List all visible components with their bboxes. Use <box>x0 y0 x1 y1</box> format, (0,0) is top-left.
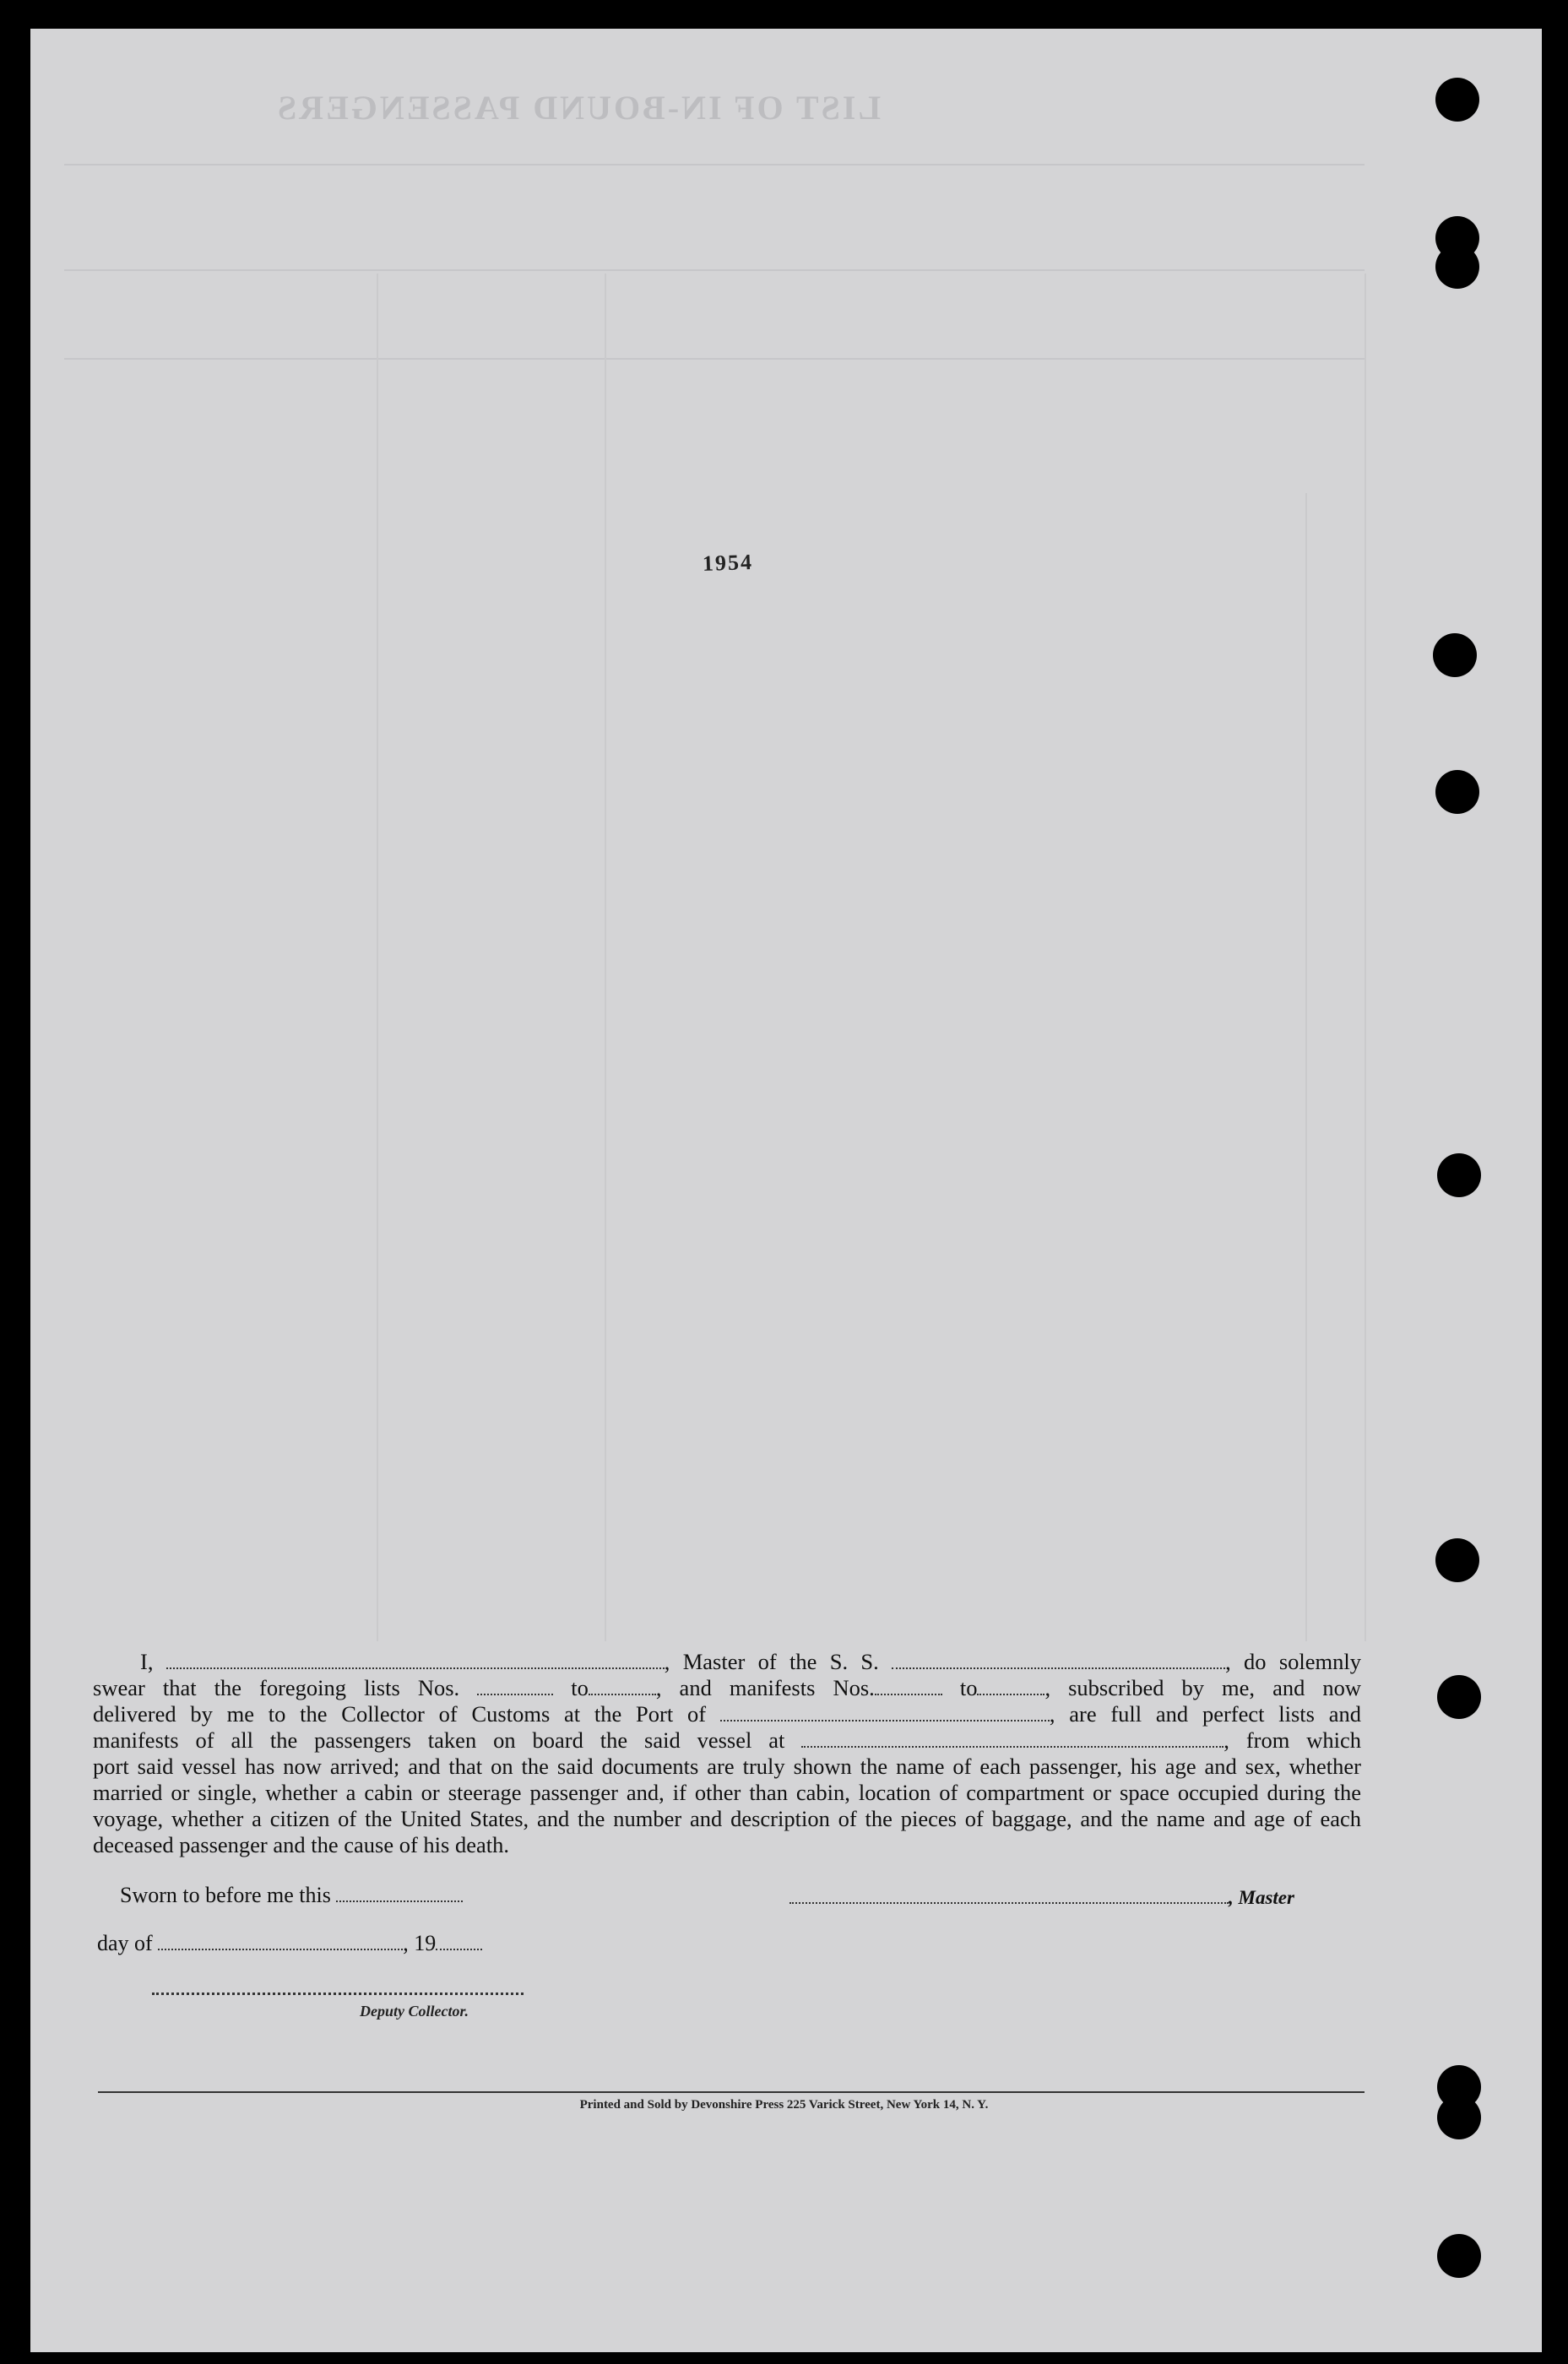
punch-hole <box>1435 245 1479 289</box>
manifests-from-blank[interactable] <box>875 1677 942 1695</box>
master-name-blank[interactable] <box>166 1651 665 1669</box>
deputy-signature-line[interactable] <box>152 1993 524 1995</box>
oath-line-2: swear that the foregoing lists Nos. to , and manifests Nos. to , subscribed by me, and now <box>93 1675 1362 1700</box>
footer-rule <box>98 2091 1365 2093</box>
master-signature-blank[interactable] <box>789 1885 1229 1904</box>
faded-column-line <box>1365 274 1366 1641</box>
manifests-to-blank[interactable] <box>977 1677 1044 1695</box>
master-signature-row: , Master <box>789 1884 1294 1910</box>
oath-line-4: manifests of all the passengers taken on board the said vessel at , from which <box>93 1727 1361 1753</box>
punch-hole <box>1437 2234 1481 2278</box>
faded-header-rule <box>64 358 1365 360</box>
printer-imprint: Printed and Sold by Devonshire Press 225 Varick Street, New York 14, N. Y. <box>579 2098 989 2112</box>
oath-body: port said vessel has now arrived; and that on the said documents are truly shown the name of each passenger, his age and sex, whether married or single, whether a cabin or steerage passenger and, if other than cabin, location of compartment or space occupied during the voyage, whether a citizen of the United States, and the number and description of the pieces of baggage, and the name and age of each deceased passenger and the cause of his death. <box>93 1754 1361 1857</box>
lists-to-blank[interactable] <box>589 1677 656 1695</box>
lists-from-blank[interactable] <box>477 1677 553 1695</box>
deputy-collector-label: Deputy Collector. <box>360 2003 469 2020</box>
oath-line-1: I, , Master of the S. S. , do solemnly <box>140 1649 1362 1674</box>
form-sheet <box>30 29 1542 2352</box>
faded-column-line <box>377 274 378 1641</box>
punch-hole <box>1437 1153 1481 1197</box>
punch-hole <box>1435 1538 1479 1582</box>
month-blank[interactable] <box>158 1932 403 1950</box>
year-blank[interactable] <box>436 1932 482 1950</box>
punch-hole <box>1437 1675 1481 1719</box>
oath-line-3: delivered by me to the Collector of Customs at the Port of , are full and perfect lists and <box>93 1701 1361 1727</box>
date-stamp: 1954 <box>702 549 754 577</box>
faded-column-line <box>605 274 606 1641</box>
faded-header-rule <box>64 164 1365 165</box>
faded-header-title: LIST OF IN-BOUND PASSENGERS <box>275 89 882 127</box>
day-of-row: day of , 19 <box>97 1931 482 1956</box>
sworn-row: Sworn to before me this <box>120 1883 463 1908</box>
oath-paragraph <box>93 1649 1361 1858</box>
sworn-day-blank[interactable] <box>336 1884 463 1902</box>
port-blank[interactable] <box>720 1703 1050 1721</box>
vessel-name-blank[interactable] <box>892 1651 1225 1669</box>
punch-hole <box>1435 770 1479 814</box>
faded-column-line <box>1305 493 1307 1641</box>
faded-header-rule <box>64 269 1365 271</box>
punch-hole <box>1433 633 1477 677</box>
departure-port-blank[interactable] <box>801 1729 1223 1748</box>
punch-hole <box>1435 78 1479 122</box>
